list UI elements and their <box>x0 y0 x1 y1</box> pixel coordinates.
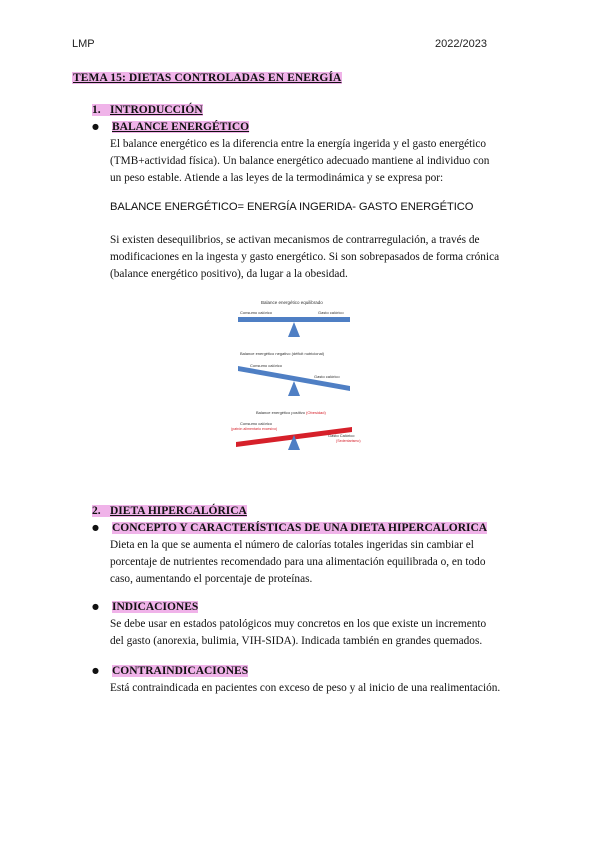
balance-1-title: Balance energético equilibrado <box>261 300 323 305</box>
section-2-paragraph-2 <box>110 616 530 650</box>
section-1-number: 1. <box>92 104 110 116</box>
text-line: del gasto (anorexia, bulimia, VIH-SIDA). Indicada también en grandes quemados. <box>110 635 483 647</box>
balance-3-title: Balance energético positivo (Obesidad) <box>256 410 326 415</box>
balance-3-left-note: (patrón alimentario excesivo) <box>231 427 278 431</box>
section-2-title: DIETA HIPERCALÓRICA <box>110 505 247 517</box>
balance-1-right-label: Gasto calórico <box>318 310 344 315</box>
bullet-concept <box>92 522 487 534</box>
balance-2-title: Balance energético negativo (déficit nutricional) <box>240 351 325 356</box>
balance-1-fulcrum <box>288 322 300 337</box>
energy-balance-figure <box>228 295 378 460</box>
balance-3-left-label: Consumo calórico <box>240 421 273 426</box>
section-1-title: INTRODUCCIÓN <box>110 104 203 116</box>
header-left: LMP <box>72 38 95 50</box>
bullet-icon: ● <box>92 602 99 611</box>
text-line: Si existen desequilibrios, se activan mecanismos de contrarregulación, a través de <box>110 234 480 246</box>
section-1-heading <box>92 104 203 116</box>
text-line: (TMB+actividad física). Un balance energético adecuado mantiene al individuo con <box>110 155 490 167</box>
bullet-contraindications <box>92 665 248 677</box>
balance-2-right-label: Gasto calórico <box>314 374 340 379</box>
text-line: un peso estable. Atiende a las leyes de la termodinámica y se expresa por: <box>110 172 444 184</box>
section-2-paragraph-1 <box>110 537 530 588</box>
text-line: Dieta en la que se aumenta el número de calorías totales ingeridas sin cambiar el <box>110 539 474 551</box>
section-2-heading <box>92 505 247 517</box>
section-2-paragraph-3 <box>110 680 530 697</box>
section-1-paragraph-2 <box>110 232 530 283</box>
bullet-indications <box>92 601 198 613</box>
text-line: Está contraindicada en pacientes con exceso de peso y al inicio de una realimentación. <box>110 682 501 694</box>
section-2-number: 2. <box>92 505 110 517</box>
text-line: (balance energético positivo), da lugar a la obesidad. <box>110 268 348 280</box>
bullet-icon: ● <box>92 523 99 532</box>
balance-3-right-note: (Sedentarismo) <box>336 439 361 443</box>
text-line: caso, aumentando el porcentaje de proteínas. <box>110 573 313 585</box>
bullet-indications-label: INDICACIONES <box>112 601 199 613</box>
balance-1-beam <box>238 317 350 322</box>
text-line: modificaciones en la ingesta y gasto energético. Si son sobrepasados de forma crónica <box>110 251 500 263</box>
bullet-balance <box>92 121 249 133</box>
bullet-balance-label: BALANCE ENERGÉTICO <box>112 121 250 133</box>
text-line: porcentaje de nutrientes recomendado para una alimentación equilibrada o, en todo <box>110 556 486 568</box>
balance-3-right-label: Gasto Calórico <box>328 433 355 438</box>
balance-2-left-label: Consumo calórico <box>250 363 283 368</box>
balance-2-fulcrum <box>288 381 300 396</box>
header-right: 2022/2023 <box>435 38 487 50</box>
energy-balance-formula: BALANCE ENERGÉTICO= ENERGÍA INGERIDA- GASTO ENERGÉTICO <box>110 201 474 213</box>
bullet-icon: ● <box>92 666 99 675</box>
text-line: El balance energético es la diferencia entre la energía ingerida y el gasto energético <box>110 138 487 150</box>
bullet-concept-label: CONCEPTO Y CARACTERÍSTICAS DE UNA DIETA HIPERCALORICA <box>112 522 488 534</box>
section-1-paragraph-1 <box>110 136 530 187</box>
bullet-icon: ● <box>92 122 99 131</box>
balance-diagrams <box>228 295 378 455</box>
balance-1-left-label: Consumo calórico <box>240 310 273 315</box>
text-line: Se debe usar en estados patológicos muy concretos en los que existe un incremento <box>110 618 487 630</box>
page-title: TEMA 15: DIETAS CONTROLADAS EN ENERGÍA <box>73 72 342 84</box>
bullet-contraindications-label: CONTRAINDICACIONES <box>112 665 249 677</box>
